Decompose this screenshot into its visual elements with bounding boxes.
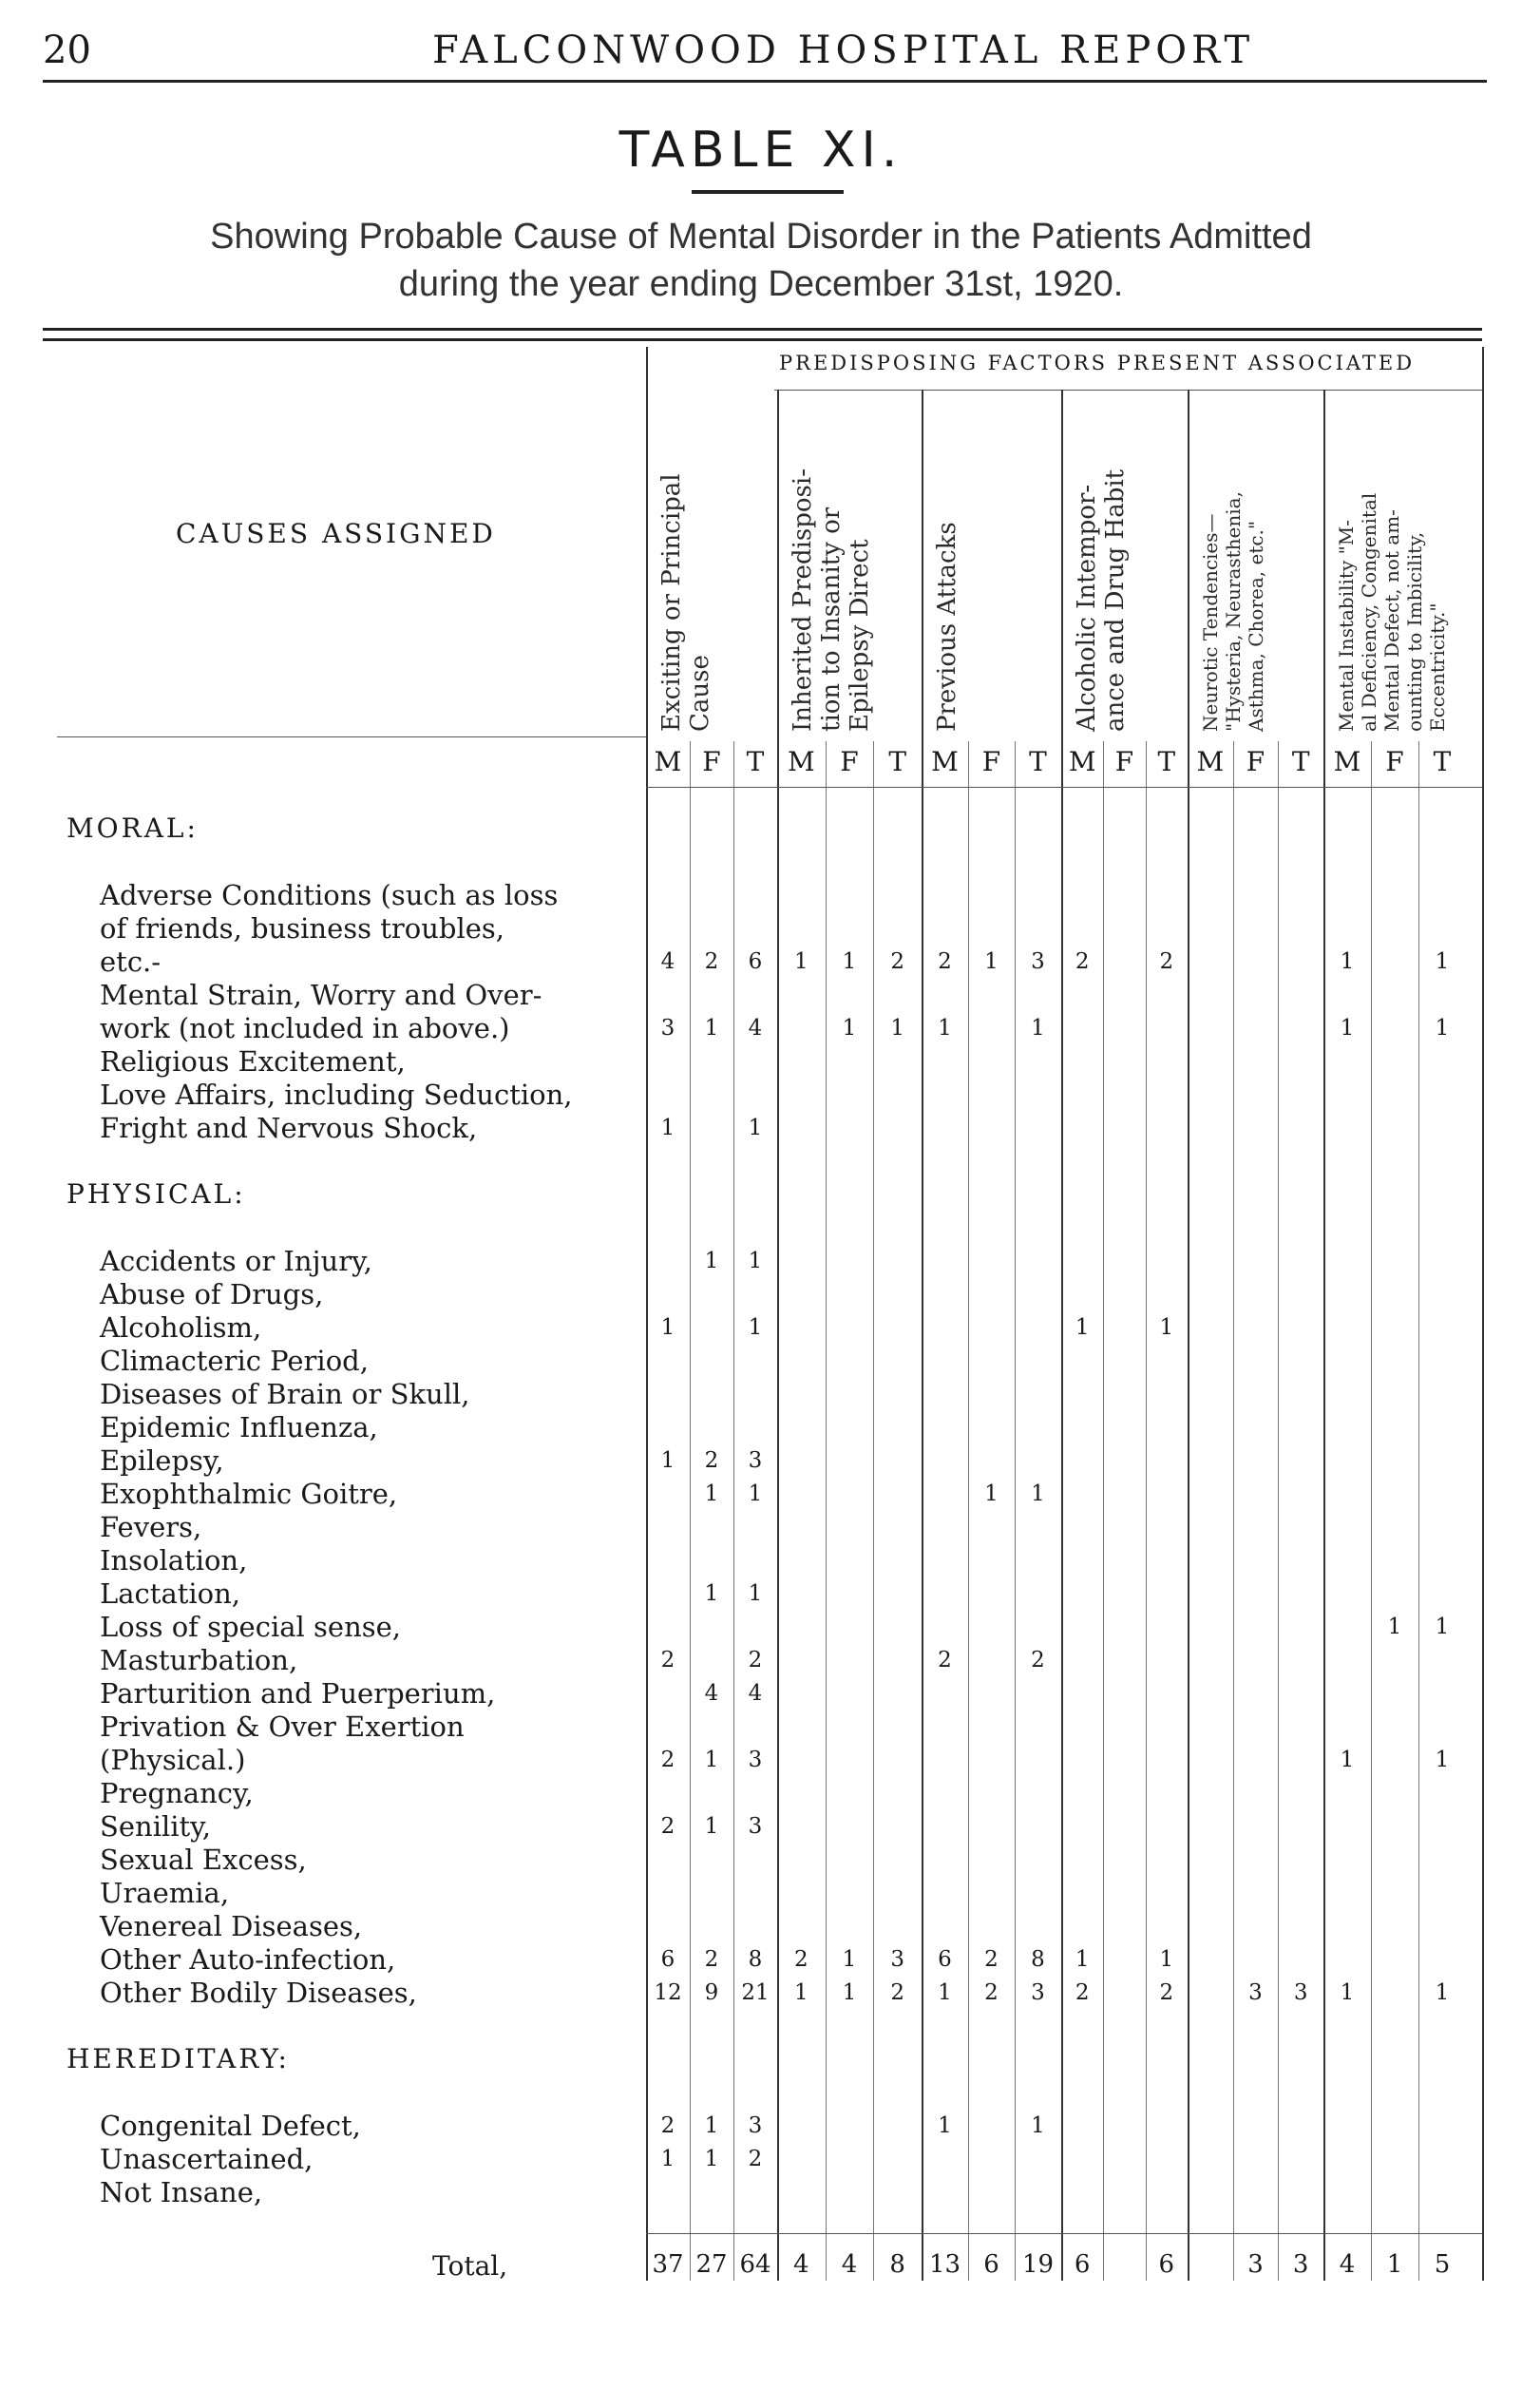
subheader-f: F: [1385, 746, 1404, 777]
causes-assigned-header: CAUSES ASSIGNED: [176, 518, 496, 549]
alcoholic-drug-habit-header: Alcoholic Intempor- ance and Drug Habit: [1073, 468, 1130, 732]
subheader-t: T: [1029, 746, 1047, 777]
table-cell: 1: [842, 949, 857, 974]
table-row-label: Privation & Over Exertion (Physical.): [100, 1710, 465, 1776]
column-group-divider: [646, 347, 648, 2281]
table-row-label: Exophthalmic Goitre,: [100, 1478, 398, 1510]
subcolumn-divider: [873, 741, 874, 2281]
table-cell: 21: [741, 1980, 770, 2005]
table-cell: 1: [1340, 1016, 1355, 1041]
total-cell: 3: [1247, 2250, 1264, 2279]
table-cell: 1: [704, 2147, 719, 2171]
table-cell: 1: [1159, 1947, 1174, 1972]
table-cell: 1: [794, 949, 809, 974]
table-cell: 4: [748, 1016, 763, 1041]
total-cell: 27: [695, 2250, 728, 2279]
table-cell: 1: [1159, 1315, 1174, 1340]
table-cell: 1: [660, 2147, 675, 2171]
subcolumn-divider: [1233, 741, 1234, 2281]
table-cell: 3: [1031, 949, 1045, 974]
table-cell: 1: [704, 1481, 719, 1506]
table-cell: 2: [704, 1448, 719, 1473]
table-cell: 1: [1387, 1615, 1402, 1639]
table-cell: 6: [938, 1947, 952, 1972]
table-cell: 1: [842, 1947, 857, 1972]
table-cell: 3: [748, 1814, 763, 1839]
table-row-label: Congenital Defect,: [100, 2110, 361, 2142]
table-row-label: Alcoholism,: [100, 1311, 262, 1344]
table-cell: 2: [984, 1947, 999, 1972]
exciting-cause-header: Exciting or Principal Cause: [657, 473, 714, 732]
table-row-label: Epilepsy,: [100, 1444, 224, 1477]
table-cell: 1: [704, 2113, 719, 2138]
subheader-t: T: [746, 746, 765, 777]
total-cell: 4: [793, 2250, 809, 2279]
table-cell: 1: [1075, 1315, 1090, 1340]
table-cell: 1: [984, 949, 999, 974]
table-cell: 1: [1435, 1615, 1450, 1639]
table-cell: 2: [748, 1648, 763, 1672]
table-row-label: Religious Excitement,: [100, 1045, 406, 1078]
table-row-label: Climacteric Period,: [100, 1345, 369, 1377]
section-title: HEREDITARY:: [67, 2043, 290, 2074]
table-cell: 3: [890, 1947, 904, 1972]
total-cell: 19: [1021, 2250, 1055, 2279]
table-cell: 1: [704, 1814, 719, 1839]
column-group-divider: [777, 390, 779, 2281]
table-cell: 2: [938, 1648, 952, 1672]
table-cell: 1: [1340, 949, 1355, 974]
section-title: PHYSICAL:: [67, 1178, 246, 1210]
table-row-label: Senility,: [100, 1810, 211, 1843]
subcolumn-divider: [1371, 741, 1372, 2281]
total-cell: 5: [1434, 2250, 1451, 2279]
table-cell: 4: [704, 1681, 719, 1706]
subheader-t: T: [1157, 746, 1176, 777]
total-cell: 64: [739, 2250, 771, 2279]
subheader-f: F: [702, 746, 721, 777]
subheader-f: F: [1246, 746, 1265, 777]
table-cell: 1: [660, 1315, 675, 1340]
table-cell: 2: [704, 1947, 719, 1972]
table-cell: 3: [748, 1448, 763, 1473]
table-cell: 2: [1075, 949, 1090, 974]
table-cell: 1: [1435, 1748, 1450, 1772]
table-cell: 4: [660, 949, 675, 974]
table-cell: 1: [748, 1116, 763, 1140]
table-cell: 1: [704, 1581, 719, 1606]
table-row-label: Insolation,: [100, 1544, 248, 1577]
subtitle-line-2: during the year ending December 31st, 1920.: [398, 264, 1124, 304]
table-cell: 3: [748, 2113, 763, 2138]
subheader-f: F: [1114, 746, 1134, 777]
subcolumn-divider: [733, 741, 734, 2281]
table-row-label: Pregnancy,: [100, 1777, 254, 1809]
table-cell: 1: [660, 1448, 675, 1473]
table-row-label: Abuse of Drugs,: [100, 1278, 324, 1310]
subheader-m: M: [1068, 746, 1096, 777]
table-cell: 2: [704, 949, 719, 974]
table-cell: 1: [984, 1481, 999, 1506]
subheader-m: M: [787, 746, 815, 777]
section-title: MORAL:: [67, 812, 199, 844]
subheader-f: F: [840, 746, 859, 777]
table-cell: 1: [842, 1980, 857, 2005]
table-cell: 12: [654, 1980, 682, 2005]
subcolumn-divider: [690, 741, 691, 2281]
total-cell: 4: [1339, 2250, 1356, 2279]
table-cell: 2: [748, 2147, 763, 2171]
table-cell: 2: [1031, 1648, 1045, 1672]
causes-header-rule: [57, 736, 646, 737]
subheader-f: F: [981, 746, 1001, 777]
table-cell: 1: [1031, 2113, 1045, 2138]
previous-attacks-header: Previous Attacks: [933, 522, 961, 732]
table-cell: 1: [1435, 949, 1450, 974]
table-row-label: Fright and Nervous Shock,: [100, 1112, 478, 1144]
total-cell: 13: [928, 2250, 961, 2279]
table-cell: 1: [748, 1481, 763, 1506]
table-cell: 1: [748, 1249, 763, 1273]
mental-instability-header: Mental Instability "M- al Deficiency, Congenital Mental Defect, not am- ounting to Imbicility, Eccentricity.": [1335, 492, 1449, 732]
table-cell: 1: [1031, 1016, 1045, 1041]
table-cell: 2: [660, 1814, 675, 1839]
total-cell: 37: [652, 2250, 684, 2279]
column-group-divider: [1188, 390, 1189, 2281]
subheader-m: M: [654, 746, 682, 777]
table-row-label: Other Auto-infection,: [100, 1943, 396, 1976]
table-row-label: Masturbation,: [100, 1644, 298, 1676]
report-title: FALCONWOOD HOSPITAL REPORT: [432, 29, 1255, 72]
subheader-t: T: [1291, 746, 1310, 777]
subheader-t: T: [1433, 746, 1452, 777]
subheader-m: M: [931, 746, 959, 777]
table-row-label: Parturition and Puerperium,: [100, 1677, 496, 1710]
table-cell: 1: [842, 1016, 857, 1041]
total-label: Total,: [432, 2250, 508, 2282]
table-row-label: Epidemic Influenza,: [100, 1411, 378, 1443]
table-cell: 4: [748, 1681, 763, 1706]
table-cell: 1: [938, 2113, 952, 2138]
table-cell: 3: [660, 1016, 675, 1041]
table-cell: 1: [1435, 1980, 1450, 2005]
table-cell: 2: [660, 2113, 675, 2138]
table-top-rule-2: [43, 338, 1482, 341]
table-right-border: [1482, 347, 1484, 2281]
table-cell: 2: [984, 1980, 999, 2005]
table-cell: 1: [748, 1315, 763, 1340]
predisposing-header-rule: [774, 390, 1482, 391]
table-cell: 2: [890, 1980, 904, 2005]
subcolumn-divider: [1015, 741, 1016, 2281]
table-cell: 2: [660, 1748, 675, 1772]
predisposing-factors-header: PREDISPOSING FACTORS PRESENT ASSOCIATED: [779, 352, 1416, 374]
subcolumn-divider: [1103, 741, 1104, 2281]
table-cell: 3: [748, 1748, 763, 1772]
table-cell: 1: [890, 1016, 904, 1041]
table-cell: 8: [748, 1947, 763, 1972]
total-cell: 8: [889, 2250, 905, 2279]
header-rule: [43, 80, 1487, 83]
table-cell: 6: [748, 949, 763, 974]
table-row-label: Loss of special sense,: [100, 1611, 402, 1643]
subcolumn-divider: [968, 741, 969, 2281]
table-cell: 3: [1031, 1980, 1045, 2005]
table-cell: 1: [748, 1581, 763, 1606]
subtitle-line-1: Showing Probable Cause of Mental Disorder in the Patients Admitted: [210, 217, 1312, 257]
table-row-label: Sexual Excess,: [100, 1844, 307, 1876]
column-group-divider: [1323, 390, 1325, 2281]
table-row-label: Lactation,: [100, 1577, 241, 1610]
total-cell: 6: [1158, 2250, 1175, 2279]
subheader-m: M: [1196, 746, 1225, 777]
table-row-label: Accidents or Injury,: [100, 1245, 372, 1277]
table-cell: 2: [794, 1947, 809, 1972]
total-cell: 3: [1292, 2250, 1309, 2279]
table-row-label: Venereal Diseases,: [100, 1910, 363, 1942]
table-cell: 2: [1075, 1980, 1090, 2005]
table-title: TABLE XI.: [618, 122, 904, 179]
table-cell: 1: [660, 1116, 675, 1140]
table-cell: 3: [1293, 1980, 1308, 2005]
table-row-label: Love Affairs, including Seduction,: [100, 1079, 573, 1111]
table-cell: 2: [660, 1648, 675, 1672]
subheader-m: M: [1333, 746, 1361, 777]
subcolumn-divider: [1146, 741, 1147, 2281]
table-cell: 1: [1435, 1016, 1450, 1041]
table-row-label: Diseases of Brain or Skull,: [100, 1378, 470, 1410]
table-cell: 1: [704, 1249, 719, 1273]
table-top-rule: [43, 328, 1482, 331]
total-rule: [646, 2233, 1482, 2234]
column-group-divider: [922, 390, 923, 2281]
table-row-label: Uraemia,: [100, 1877, 230, 1909]
table-row-label: Mental Strain, Worry and Over- work (not included in above.): [100, 979, 542, 1044]
table-row-label: Adverse Conditions (such as loss of friends, business troubles, etc.-: [100, 879, 559, 978]
subheader-t: T: [888, 746, 906, 777]
table-cell: 2: [1159, 1980, 1174, 2005]
table-cell: 2: [938, 949, 952, 974]
table-cell: 1: [704, 1748, 719, 1772]
title-underline: [692, 190, 844, 194]
subcolumn-divider: [1278, 741, 1279, 2281]
table-cell: 3: [1248, 1980, 1263, 2005]
subheader-rule: [646, 787, 1482, 788]
total-cell: 1: [1386, 2250, 1403, 2279]
total-cell: 6: [1074, 2250, 1091, 2279]
table-row-label: Fevers,: [100, 1511, 202, 1543]
table-cell: 1: [938, 1980, 952, 2005]
page-number: 20: [43, 29, 91, 72]
table-cell: 2: [1159, 949, 1174, 974]
total-cell: 6: [983, 2250, 999, 2279]
table-cell: 2: [890, 949, 904, 974]
table-cell: 1: [1031, 1481, 1045, 1506]
column-group-divider: [1061, 390, 1063, 2281]
table-cell: 1: [704, 1016, 719, 1041]
subcolumn-divider: [1418, 741, 1419, 2281]
table-cell: 8: [1031, 1947, 1045, 1972]
table-row-label: Unascertained,: [100, 2143, 314, 2175]
table-cell: 9: [704, 1980, 719, 2005]
table-cell: 1: [794, 1980, 809, 2005]
table-row-label: Other Bodily Diseases,: [100, 1977, 417, 2009]
neurotic-tendencies-header: Neurotic Tendencies— "Hysteria, Neurasthenia, Asthma, Chorea, etc.": [1199, 491, 1267, 732]
table-cell: 6: [660, 1947, 675, 1972]
table-cell: 1: [1340, 1980, 1355, 2005]
total-cell: 4: [841, 2250, 858, 2279]
table-row-label: Not Insane,: [100, 2176, 263, 2208]
table-cell: 1: [1340, 1748, 1355, 1772]
table-cell: 1: [938, 1016, 952, 1041]
subcolumn-divider: [826, 741, 827, 2281]
table-cell: 1: [1075, 1947, 1090, 1972]
inherited-predisposition-header: Inherited Predisposi- tion to Insanity or Epilepsy Direct: [789, 468, 874, 732]
